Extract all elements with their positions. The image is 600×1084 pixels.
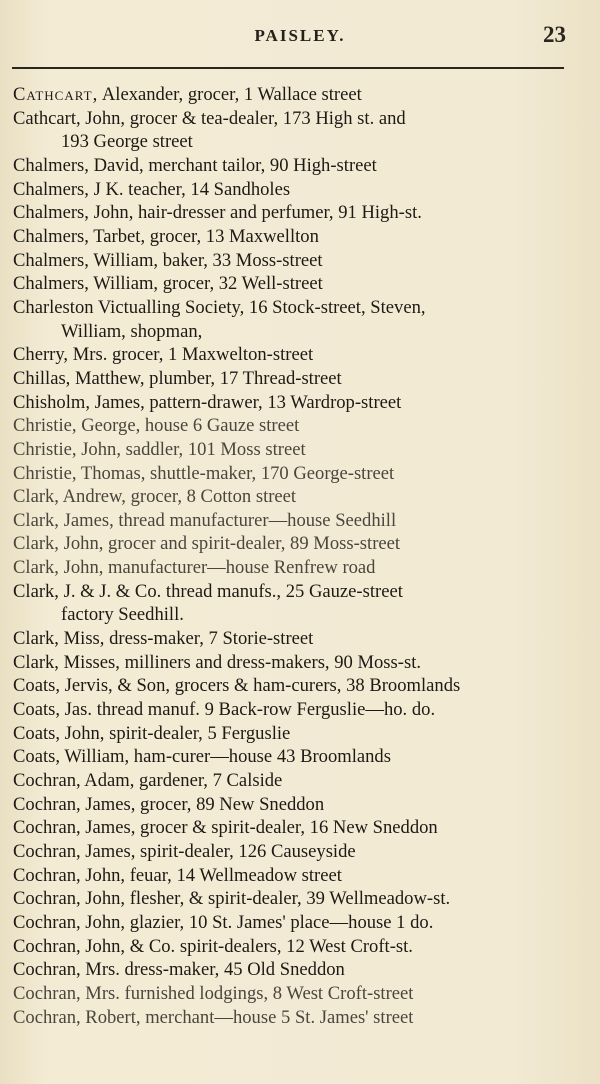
entry-details: Adam, gardener, 7 Calside xyxy=(84,770,283,792)
directory-entry xyxy=(13,225,573,249)
entry-details: James, spirit-dealer, 126 Causeyside xyxy=(85,841,356,862)
entry-details: Mrs. furnished lodgings, 8 West Croft-street xyxy=(85,982,414,1004)
entry-details: John, flesher, & spirit-dealer, 39 Wellmeadow-st. xyxy=(85,888,451,910)
entry-surname: Christie, xyxy=(13,415,77,437)
entry-details: John, grocer and spirit-dealer, 89 Moss-street xyxy=(63,533,401,555)
entry-surname: Chalmers, xyxy=(13,178,89,200)
directory-entry xyxy=(13,178,573,202)
entry-details: James, pattern-drawer, 13 Wardrop-street xyxy=(94,391,402,413)
entry-surname: Chalmers, xyxy=(13,202,89,224)
entry-surname: Cochran, xyxy=(13,817,81,839)
entry-surname: Coats, xyxy=(13,699,61,721)
entry-surname: Charleston xyxy=(13,296,94,318)
directory-entry xyxy=(13,674,573,698)
entry-details: James, grocer & spirit-dealer, 16 New Sneddon xyxy=(85,817,438,839)
entry-details: Mrs. dress-maker, 45 Old Sneddon xyxy=(85,959,345,981)
entry-surname: Clark, xyxy=(13,557,59,579)
directory-entry xyxy=(13,532,573,556)
entry-details: John, manufacturer—house Renfrew road xyxy=(63,557,376,579)
entry-surname: Cochran, xyxy=(13,793,81,815)
running-title: PAISLEY. xyxy=(254,26,346,45)
entry-details: William, grocer, 32 Well-street xyxy=(93,273,323,295)
entry-details: Mrs. grocer, 1 Maxwelton-street xyxy=(72,344,314,366)
entry-details: John, hair-dresser and perfumer, 91 High-st. xyxy=(93,202,422,224)
entry-surname: Chisholm, xyxy=(13,391,90,413)
header-rule xyxy=(12,67,564,69)
entry-surname: Cochran, xyxy=(13,911,81,933)
entry-surname: Clark, xyxy=(13,533,59,555)
directory-entry xyxy=(13,462,573,486)
directory-entry xyxy=(13,438,573,462)
entry-surname: Cochran, xyxy=(13,935,81,957)
directory-entry xyxy=(13,556,573,580)
entry-surname: Clark, xyxy=(13,580,59,602)
entry-details: Jas. thread manuf. 9 Back-row Ferguslie—ho. do. xyxy=(64,699,436,721)
directory-entry xyxy=(13,1006,573,1030)
directory-entry xyxy=(13,627,573,651)
directory-entry xyxy=(13,887,573,911)
directory-entry xyxy=(13,840,573,864)
entry-details: John, grocer & tea-dealer, 173 High st. and xyxy=(85,107,406,129)
directory-entry xyxy=(13,722,573,746)
entry-details: George, house 6 Gauze street xyxy=(81,415,300,437)
directory-entry xyxy=(13,272,573,296)
entry-details: Thomas, shuttle-maker, 170 George-street xyxy=(80,462,395,484)
entry-surname: Christie, xyxy=(13,462,77,484)
entry-surname: Cochran, xyxy=(13,888,81,910)
directory-entry xyxy=(13,958,573,982)
directory-entry xyxy=(13,793,573,817)
entry-details: John, & Co. spirit-dealers, 12 West Croft-st. xyxy=(85,935,413,957)
entry-details: Alexander, grocer, 1 Wallace street xyxy=(101,84,362,105)
entry-details: David, merchant tailor, 90 High-street xyxy=(93,154,377,176)
entry-surname: Coats, xyxy=(13,675,61,697)
directory-entry xyxy=(13,509,573,533)
entry-surname: Clark, xyxy=(13,486,59,508)
entry-surname: Cochran, xyxy=(13,1006,81,1028)
entry-details: Robert, merchant—house 5 St. James' street xyxy=(85,1006,414,1028)
directory-entry xyxy=(13,107,573,154)
entry-details: Matthew, plumber, 17 Thread-street xyxy=(75,367,342,389)
entry-details: Misses, milliners and dress-makers, 90 Moss-st. xyxy=(63,651,422,673)
directory-entry xyxy=(13,698,573,722)
entry-surname: Clark, xyxy=(13,651,59,673)
directory-entry xyxy=(13,745,573,769)
entry-surname: Chalmers, xyxy=(13,154,89,176)
entry-details: John, saddler, 101 Moss street xyxy=(81,438,306,460)
directory-entry xyxy=(13,935,573,959)
directory-entry xyxy=(13,391,573,415)
entry-surname: Chalmers, xyxy=(13,225,89,247)
directory-entry xyxy=(13,414,573,438)
entry-details: Miss, dress-maker, 7 Storie-street xyxy=(63,628,314,650)
directory-entry xyxy=(13,651,573,675)
entry-details: William, baker, 33 Moss-street xyxy=(93,249,323,271)
entry-details: John, glazier, 10 St. James' place—house 1 do. xyxy=(85,911,434,933)
entry-surname: Cochran, xyxy=(13,982,81,1004)
entry-surname: Coats, xyxy=(13,746,61,768)
directory-entry xyxy=(13,816,573,840)
directory-entry-list xyxy=(13,83,573,1029)
entry-continuation: 193 George street xyxy=(61,131,193,153)
entry-details: Tarbet, grocer, 13 Maxwellton xyxy=(93,225,319,247)
entry-details: James, thread manufacturer—house Seedhill xyxy=(63,509,397,531)
directory-entry xyxy=(13,864,573,888)
entry-surname: Cathcart, xyxy=(13,107,81,129)
directory-entry xyxy=(13,154,573,178)
entry-details: J K. teacher, 14 Sandholes xyxy=(93,178,291,200)
entry-details: J. & J. & Co. thread manufs., 25 Gauze-street xyxy=(63,580,403,602)
directory-entry xyxy=(13,296,573,343)
entry-surname: Cochran, xyxy=(13,864,81,886)
directory-entry xyxy=(13,249,573,273)
entry-details: Victualling Society, 16 Stock-street, Steven, xyxy=(97,296,426,318)
directory-entry xyxy=(13,911,573,935)
entry-details: Jervis, & Son, grocers & ham-curers, 38 Broomlands xyxy=(64,675,461,697)
directory-entry xyxy=(13,485,573,509)
entry-surname: Christie, xyxy=(13,438,77,460)
directory-entry xyxy=(13,580,573,627)
entry-continuation: factory Seedhill. xyxy=(61,604,184,626)
directory-entry xyxy=(13,367,573,391)
entry-surname: Cochran, xyxy=(13,841,81,862)
entry-surname: Coats, xyxy=(13,722,61,744)
entry-surname: Clark, xyxy=(13,628,59,650)
entry-surname: Clark, xyxy=(13,509,59,531)
entry-details: John, feuar, 14 Wellmeadow street xyxy=(85,864,342,886)
directory-entry xyxy=(13,201,573,225)
entry-surname: Cochran, xyxy=(13,770,81,792)
entry-surname: Cherry, xyxy=(13,344,69,366)
entry-surname: Cochran, xyxy=(13,959,81,981)
entry-details: William, ham-curer—house 43 Broomlands xyxy=(64,746,391,768)
entry-surname: Chalmers, xyxy=(13,273,89,295)
page-number: 23 xyxy=(543,22,566,47)
entry-surname: Chillas, xyxy=(13,367,71,389)
directory-entry xyxy=(13,83,573,107)
entry-continuation: William, shopman, xyxy=(61,320,203,342)
entry-details: John, spirit-dealer, 5 Ferguslie xyxy=(64,722,291,744)
entry-details: James, grocer, 89 New Sneddon xyxy=(85,793,325,815)
directory-entry xyxy=(13,343,573,367)
directory-entry xyxy=(13,982,573,1006)
entry-details: Andrew, grocer, 8 Cotton street xyxy=(62,486,297,508)
entry-surname: Cathcart, xyxy=(13,84,99,105)
entry-surname: Chalmers, xyxy=(13,249,89,271)
directory-entry xyxy=(13,769,573,793)
